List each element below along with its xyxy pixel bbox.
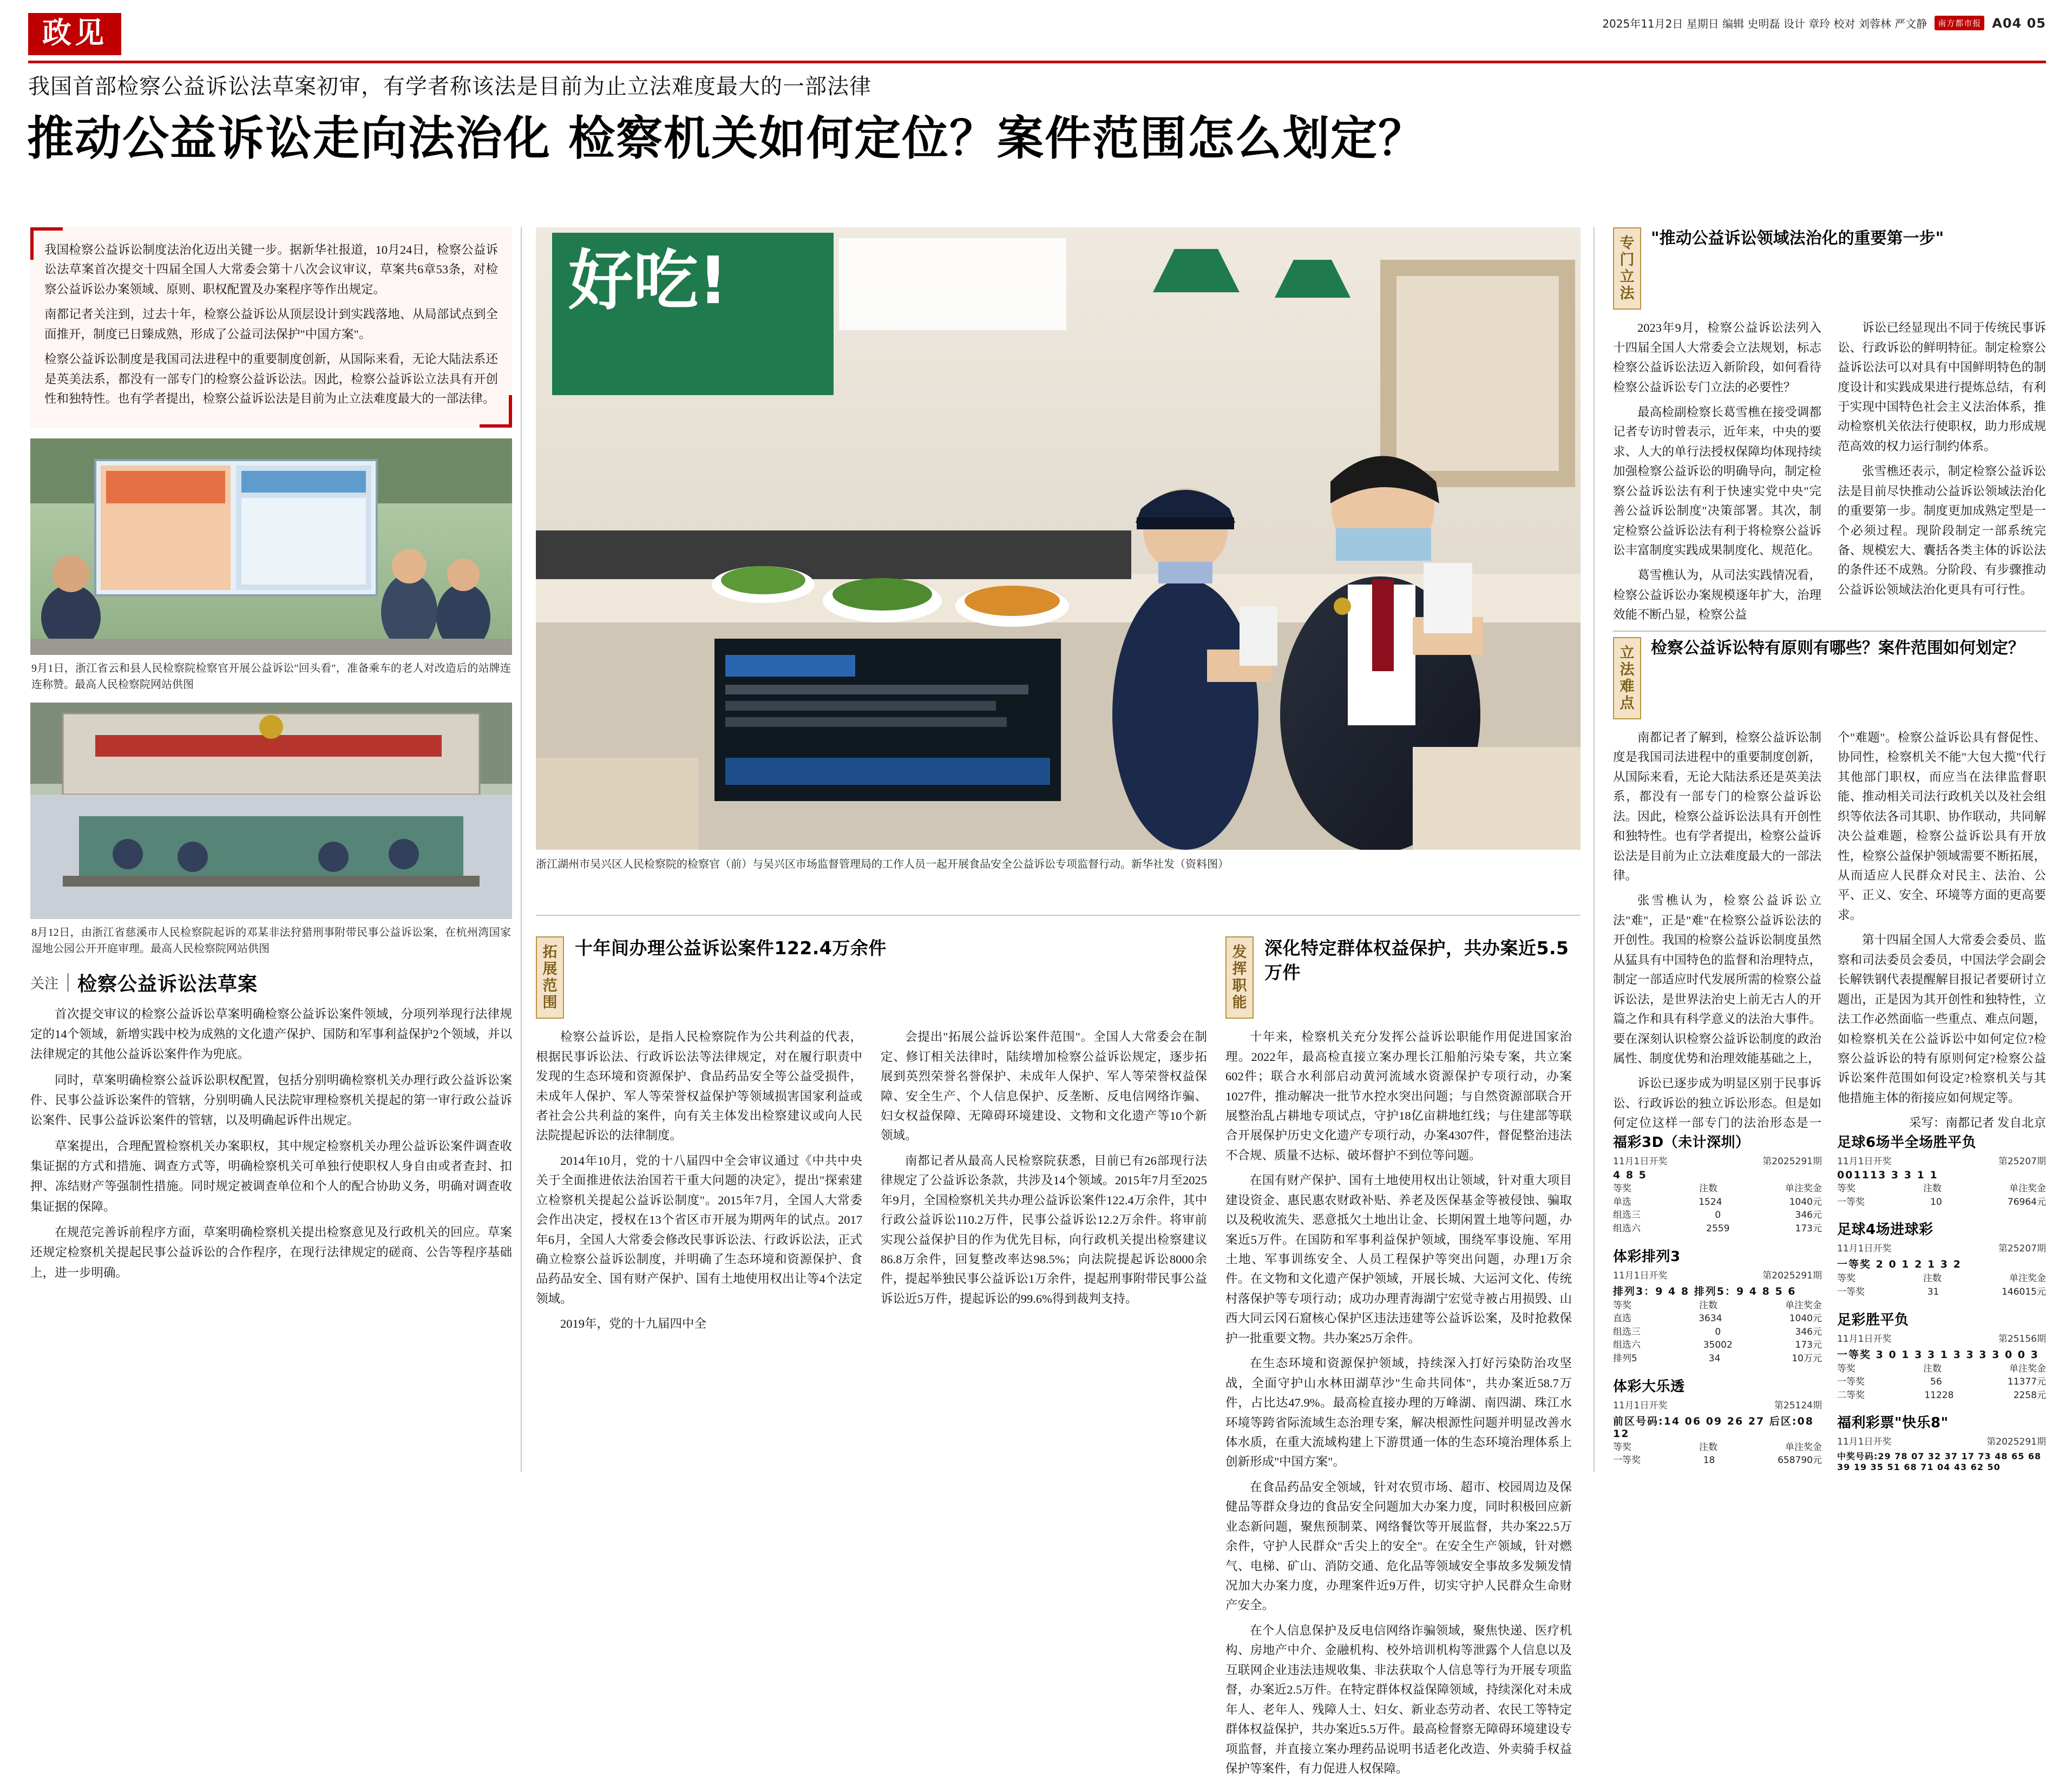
lottery-cell: 35002 xyxy=(1703,1340,1733,1351)
lottery-cell: 组选三 xyxy=(1613,1326,1641,1337)
lottery-col-head: 等奖 xyxy=(1837,1273,1855,1284)
mid-divider xyxy=(536,915,1581,916)
lottery-cell: 1524 xyxy=(1699,1196,1722,1208)
lottery-block xyxy=(1613,1375,1822,1467)
photo-left-1-caption: 9月1日，浙江省云和县人民检察院检察官开展公益诉讼"回头看"，准备乘车的老人对改造后的站牌连连称赞。最高人民检察院网站供图 xyxy=(31,662,511,691)
right-1-para: 诉讼已经显现出不同于传统民事诉讼、行政诉讼的鲜明特征。制定检察公益诉讼法可以对具有中国鲜明特色的制度设计和实践成果进行提炼总结，有利于实现中国特色社会主义法治体系，推动检察机关依法行使职权，助力形成规范高效的权力运行制约体系。 xyxy=(1838,321,2046,453)
right-2-para: 第十四届全国人大常委会委员、监察和司法委员会委员，中国法学会副会长解铁钢代表提醒解目报记者要研讨立题出，正是因为其开创性和独特性，立法工作必然面临一些重点、难点问题，如检察机关在公益诉讼中如何定位?检察公益诉讼的特有原则何定?检察公益诉讼案件范围如何设定?检察机关与其他措施主体的衔接应如何规定等。 xyxy=(1838,933,2046,1105)
story-1-para: 南都记者从最高人民检察院获悉，目前已有26部现行法律规定了公益诉讼条款，共涉及14个领域。2015年7月至2025年9月，全国检察机关共办理公益诉讼案件122.4万余件，其中行政公益诉讼110.2万件，民事公益诉讼12.2万余件。将审前实现公益保护目的作为优先目标，向行政机关提出检察建议86.8万余件，回复整改率达98.5%；向法院提起诉讼8000余件，提起举独民事公益诉讼1万余件，提起刑事附带民事公益诉讼近5万件，提起诉讼的99.6%得到裁判支持。 xyxy=(881,1153,1207,1306)
lottery-col-head: 等奖 xyxy=(1837,1363,1855,1374)
lottery-numbers: 前区号码:14 06 09 26 27 后区:08 12 xyxy=(1613,1415,1814,1440)
right-story-1-headline: "推动公益诉讼领域法治化的重要第一步" xyxy=(1651,229,1944,248)
lottery-date: 11月1日开奖 xyxy=(1613,1270,1668,1281)
lottery-cell: 2559 xyxy=(1706,1223,1730,1234)
lottery-cell: 173元 xyxy=(1795,1340,1822,1351)
page-number: A04 05 xyxy=(1992,15,2046,31)
lottery-date: 11月1日开奖 xyxy=(1613,1156,1668,1167)
lottery-numbers: 4 8 5 xyxy=(1613,1169,1647,1181)
photo-main-caption: 浙江湖州市吴兴区人民检察院的检察官（前）与吴兴区市场监督管理局的工作人员一起开展食品安全公益诉讼专项监督行动。新华社发（资料图） xyxy=(536,858,1229,870)
lottery-results xyxy=(1613,1131,2046,1482)
lottery-numbers: 一等奖 3 0 1 3 3 1 3 3 3 3 0 0 3 xyxy=(1837,1348,2039,1361)
lottery-title: 足彩胜平负 xyxy=(1837,1311,1909,1328)
lottery-block xyxy=(1837,1218,2046,1298)
lottery-cell: 一等奖 xyxy=(1837,1376,1865,1388)
newspaper-tag: 南方都市报 xyxy=(1935,16,1984,30)
lottery-cell: 18 xyxy=(1703,1455,1715,1466)
lottery-numbers: 一等奖 2 0 1 2 1 3 2 xyxy=(1837,1258,1962,1271)
right-2-para: 诉讼已逐步成为明显区别于民事诉讼、行政诉讼的独立诉讼形态。但是如何定位这样一部专门的法治形态是一个"难题"。检察公益诉讼具有督促性、协同性，检察机关不能"大包大揽"代行其他部门职权，而应当在法律监督职能、推动相关司法行政机关以及社会组织等依法各司其职、协作联动，共同解决公益难题，检察公益诉讼具有开放性，检察公益保护领域需要不断拓展，从而适应人民群众对民主、法治、公平、正义、安全、环境等方面的更高要求。 xyxy=(1613,730,2046,1130)
lottery-cell: 0 xyxy=(1715,1326,1721,1337)
lead-para: 南都记者关注到，过去十年，检察公益诉讼从顶层设计到实践落地、从局部试点到全面推开，制度已日臻成熟，形成了公益司法保护"中国方案"。 xyxy=(44,307,498,341)
lottery-col-head: 单注奖金 xyxy=(1785,1441,1822,1453)
lottery-block xyxy=(1837,1309,2046,1402)
svg-text:好吃!: 好吃! xyxy=(568,244,728,319)
lottery-cell: 11228 xyxy=(1924,1389,1954,1401)
lottery-cell: 173元 xyxy=(1795,1223,1822,1234)
lottery-cell: 一等奖 xyxy=(1837,1286,1865,1297)
section-logo: 政见 xyxy=(28,13,121,55)
lottery-col-head: 注数 xyxy=(1699,1300,1717,1311)
lottery-cell: 1040元 xyxy=(1789,1196,1822,1208)
lead-para: 检察公益诉讼制度是我国司法进程中的重要制度创新，从国际来看，无论大陆法系还是英美法系，都没有一部专门的检察公益诉讼法。因此，检察公益诉讼立法具有开创性和独特性。也有学者提出，检察公益诉讼法是目前为止立法难度最大的一部法律。 xyxy=(44,352,498,406)
lottery-col-head: 注数 xyxy=(1923,1363,1942,1374)
lottery-date: 11月1日开奖 xyxy=(1837,1156,1892,1167)
lottery-block xyxy=(1837,1412,2046,1472)
lottery-title: 福彩3D（未计深圳） xyxy=(1613,1134,1750,1151)
lottery-issue: 第2025291期 xyxy=(1986,1437,2046,1448)
mid-section xyxy=(536,936,1581,1784)
masthead-meta xyxy=(1602,15,2046,31)
lottery-issue: 第25207期 xyxy=(1998,1243,2046,1255)
right-2-para: 张雪樵认为，检察公益诉讼立法"难"，正是"难"在检察公益诉讼法的开创性。我国的检察公益诉讼制度虽然从猛具有中国特色的监督和治理特点，制定一部适应时代发展所需的检察公益诉讼法，是世界法治史上前无古人的开篇之作和具有科学意义的法治大事件。要在深刻认识检察公益诉讼制度的政治属性、制度优势和治理效能基础之上， xyxy=(1613,894,1821,1065)
right-1-para: 张雪樵还表示，制定检察公益诉讼法是目前尽快推动公益诉讼领域法治化的重要第一步。制度更加成熟定型是一个必须过程。现阶段制定一部系统完备、规模宏大、囊括各类主体的诉讼法的条件还不成熟。分阶段、有步骤推动公益诉讼领域法治化更具有可行性。 xyxy=(1838,464,2046,596)
lottery-col-head: 单注奖金 xyxy=(1785,1183,1822,1194)
focus-body xyxy=(30,1004,512,1283)
lottery-col-head: 等奖 xyxy=(1613,1441,1631,1453)
lottery-cell: 31 xyxy=(1927,1286,1939,1297)
lottery-cell: 34 xyxy=(1708,1353,1721,1365)
right-story-2-head xyxy=(1613,637,2046,719)
lottery-cell: 一等奖 xyxy=(1837,1196,1865,1208)
right-2-para: 采写：南都记者 发自北京 xyxy=(1909,1116,2046,1130)
lottery-cell: 组选六 xyxy=(1613,1223,1641,1234)
photo-left-2-caption: 8月12日，由浙江省慈溪市人民检察院起诉的邓某非法狩猎刑事附带民事公益诉讼案，在杭州湾国家湿地公园公开开庭审理。最高人民检察院网站供图 xyxy=(31,926,511,955)
lead-para: 我国检察公益诉讼制度法治化迈出关键一步。据新华社报道，10月24日，检察公益诉讼法草案首次提交十四届全国人大常委会第十八次会议审议，草案共6章53条，对检察公益诉讼办案领域、原则、职权配置及办案程序等作出规定。 xyxy=(44,243,498,296)
lottery-cell: 658790元 xyxy=(1778,1455,1822,1466)
right-1-para: 2023年9月，检察公益诉讼法列入十四届全国人大常委会立法规划，标志检察公益诉讼法迈入新阶段，如何看待检察公益诉讼专门立法的必要性？ xyxy=(1613,321,1821,394)
focus-para: 同时，草案明确检察公益诉讼职权配置，包括分别明确检察机关办理行政公益诉讼案件、民事公益诉讼案件的管辖，分别明确人民法院审理检察机关提起的第一审行政公益诉讼案件、民事公益诉讼案件的管辖，以及明确起诉件出规定。 xyxy=(30,1073,512,1127)
story-2-headline: 深化特定群体权益保护，共办案近5.5万件 xyxy=(1264,937,1569,983)
lottery-cell: 3634 xyxy=(1699,1313,1722,1324)
right-story-1-head xyxy=(1613,227,2046,310)
lottery-cell: 346元 xyxy=(1795,1326,1822,1337)
main-headline: 推动公益诉讼走向法治化 检察机关如何定位？案件范围怎么划定？ xyxy=(27,112,1426,166)
lottery-block xyxy=(1613,1245,1822,1366)
corner-mark-br xyxy=(480,395,512,428)
lottery-cell: 10万元 xyxy=(1792,1353,1822,1365)
focus-para: 首次提交审议的检察公益诉讼草案明确检察公益诉讼案件领域，分项列举现行法律规定的14个领域，新增实践中校为成熟的文化遗产保护、国防和军事利益保护2个领域，并以法律规定的其他公益诉讼案件作为兜底。 xyxy=(30,1007,512,1061)
story-1-para: 会提出"拓展公益诉讼案件范围"。全国人大常委会在制定、修订相关法律时，陆续增加检察公益诉讼规定，逐步拓展到英烈荣誉名誉保护、未成年人保护、军人等荣誉权益保障、安全生产、个人信息保护、反垄断、反电信网络诈骗、妇女权益保障、无障碍环境建设、文物和文化遗产等10个新领域。 xyxy=(881,1030,1207,1143)
photo-main-image xyxy=(536,227,1581,850)
lottery-issue: 第2025291期 xyxy=(1762,1156,1822,1167)
lottery-cell: 56 xyxy=(1930,1376,1942,1388)
lottery-col-head: 等奖 xyxy=(1613,1183,1631,1194)
lottery-issue: 第25207期 xyxy=(1998,1156,2046,1167)
story-1-headline: 十年间办理公益诉讼案件122.4万余件 xyxy=(575,937,887,959)
lottery-numbers: 中奖号码:29 78 07 32 37 17 73 48 65 68 39 19 35 51 68 71 04 43 62 50 xyxy=(1837,1451,2042,1473)
left-column xyxy=(30,227,512,1288)
lottery-col-head: 注数 xyxy=(1699,1183,1717,1194)
lottery-cell: 76964元 xyxy=(2007,1196,2046,1208)
lottery-cell: 146015元 xyxy=(2002,1286,2046,1297)
lottery-cell: 直选 xyxy=(1613,1313,1631,1324)
focus-para: 草案提出，合理配置检察机关办案职权，其中规定检察机关办理公益诉讼案件调查收集证据的方式和措施、调查方式等，明确检察机关可单独行使职权人身自由或者查封、扣押、冻结财产等强制性措施。同时规定被调查单位和个人的配合协助义务，明确对调查收集证据的保障。 xyxy=(30,1139,512,1214)
lottery-cell: 1040元 xyxy=(1789,1313,1822,1324)
story-2-body xyxy=(1225,1027,1572,1779)
lottery-title: 体彩排列3 xyxy=(1613,1248,1681,1265)
lottery-block xyxy=(1613,1131,1822,1236)
story-2-para: 在国有财产保护、国有土地使用权出让领域，针对重大项目建设资金、惠民惠农财政补贴、养老及医保基金等被侵蚀、骗取以及税收流失、恶意抵欠土地出让金、长期闲置土地等问题，办案近5万件。在国防和军事利益保护领域，围绕军事设施、军用土地、军事训练安全、人员工程保护等突出问题，办理1万余件。在文物和文化遗产保护领域，开展长城、大运河文化、传统村落保护等专项行动；成功办理青海湖宁宏觉寺被占用损毁、山西大同云冈石窟核心保护区违法违建等公益诉讼案，及时抢救保护一批重要文物。共办案25万余件。 xyxy=(1225,1173,1572,1345)
lottery-title: 福利彩票"快乐8" xyxy=(1837,1415,1949,1432)
story-2-para: 在食品药品安全领域，针对农贸市场、超市、校园周边及保健品等群众身边的食品安全问题加大办案力度，同时积极回应新业态新问题，聚焦预制菜、网络餐饮等开展监督，共办案22.5万余件，守护人民群众"舌尖上的安全"。在安全生产领域，针对燃气、电梯、矿山、消防交通、危化品等领域安全事故多发频发情况加大办案力度，办理案件近9万件，切实守护人民群众生命财产安全。 xyxy=(1225,1480,1572,1612)
focus-kicker: 关注 xyxy=(30,975,59,992)
lottery-cell: 组选三 xyxy=(1613,1210,1641,1221)
lottery-issue: 第25124期 xyxy=(1774,1400,1822,1411)
lottery-cell: 11377元 xyxy=(2007,1376,2046,1388)
lottery-date: 11月1日开奖 xyxy=(1837,1437,1892,1448)
right-column xyxy=(1613,227,2046,1136)
story-tag-legislation: 专门立法 xyxy=(1613,227,1641,310)
right-story-1-body xyxy=(1613,318,2046,625)
shoulder-headline: 我国首部检察公益诉讼法草案初审，有学者称该法是目前为止立法难度最大的一部法律 xyxy=(28,74,871,99)
lottery-cell: 346元 xyxy=(1795,1210,1822,1221)
lottery-cell: 单选 xyxy=(1613,1196,1631,1208)
lead-box xyxy=(30,227,512,428)
lottery-numbers: 排列3：9 4 8 排列5：9 4 8 5 6 xyxy=(1613,1285,1796,1297)
story-1-body xyxy=(536,1027,1207,1334)
lottery-col-head: 注数 xyxy=(1923,1183,1942,1194)
masthead-credits: 2025年11月2日 星期日 编辑 史明磊 设计 章玲 校对 刘蓉林 严文静 xyxy=(1602,17,1927,30)
lottery-date: 11月1日开奖 xyxy=(1837,1333,1892,1344)
lottery-issue: 第25156期 xyxy=(1998,1333,2046,1344)
focus-title: 检察公益诉讼法草案 xyxy=(77,973,258,995)
lottery-col-head: 单注奖金 xyxy=(1785,1300,1822,1311)
lottery-title: 足球4场进球彩 xyxy=(1837,1222,1933,1238)
focus-divider xyxy=(67,973,69,992)
lottery-cell: 0 xyxy=(1715,1210,1721,1221)
lottery-cell: 2258元 xyxy=(2013,1389,2046,1401)
right-story-2-headline: 检察公益诉讼特有原则有哪些？案件范围如何划定？ xyxy=(1651,638,2024,658)
lottery-cell: 组选六 xyxy=(1613,1340,1641,1351)
lottery-cell: 二等奖 xyxy=(1837,1389,1865,1401)
lottery-cell: 排列5 xyxy=(1613,1353,1637,1365)
right-2-para: 南都记者了解到，检察公益诉讼制度是我国司法进程中的重要制度创新，从国际来看，无论大陆法系还是英美法系，都没有一部专门的检察公益诉讼法。因此，检察公益诉讼法具有开创性和独特性。也有学者提出，检察公益诉讼法是目前为止立法难度最大的一部法律。 xyxy=(1613,730,1821,882)
lottery-col-head: 等奖 xyxy=(1837,1183,1855,1194)
lottery-col-head: 注数 xyxy=(1923,1273,1942,1284)
masthead xyxy=(28,11,2046,63)
right-1-para: 最高检副检察长葛雪樵在接受调都记者专访时曾表示，近年来，中央的要求、人大的单行法授权保障均体现持续加强检察公益诉讼的明确导向，制定检察公益诉讼法有利于快速实党中央"完善公益诉讼制度"决策部署。其次，制定检察公益诉讼法有利于将检察公益诉讼丰富制度实践成果制度化、规范化。 xyxy=(1613,405,1821,557)
lottery-col-head: 注数 xyxy=(1699,1441,1717,1453)
corner-mark-tl xyxy=(30,227,63,260)
lottery-col-left xyxy=(1613,1131,1822,1482)
story-2-para: 在个人信息保护及反电信网络诈骗领域，聚焦快递、医疗机构、房地产中介、金融机构、校外培训机构等泄露个人信息以及互联网企业违法违规收集、非法获取个人信息等行为开展专项监督，办案近2.5万件。在特定群体权益保障领域，持续深化对未成年人、老年人、残障人士、妇女、新业态劳动者、农民工等特定群体权益保护，共办案近5.5万件。最高检督察无障碍环境建设专项监督，并直接立案办理药品说明书适老化改造、外卖骑手权益保护等案件，有力促进人权保障。 xyxy=(1225,1623,1572,1775)
right-story-2-body xyxy=(1613,728,2046,1136)
story-1-para: 2019年，党的十九届四中全 xyxy=(560,1317,707,1331)
right-divider xyxy=(1613,631,2046,632)
photo-main xyxy=(536,227,1581,850)
column-divider-2 xyxy=(1594,227,1595,1472)
lottery-block xyxy=(1837,1131,2046,1209)
mid-story-2 xyxy=(1225,936,1572,1784)
story-2-para: 十年来，检察机关充分发挥公益诉讼职能作用促进国家治理。2022年，最高检直接立案办理长江船舶污染专案，共立案602件；联合水利部启动黄河流域水资源保护专项行动，办案1027件，推动解决一批节水控水突出问题；与自然资源部联合开展整治乱占耕地专项试点，守护18亿亩耕地红线；与住建部等联合开展保护历史文化遗产专项行动，办案4307件，督促整治违法不合规、质量不达标、破坏督护不到位等问题。 xyxy=(1225,1030,1572,1162)
mid-story-1 xyxy=(536,936,1207,1784)
lottery-cell: 10 xyxy=(1930,1196,1942,1208)
story-tag-expand: 拓展范围 xyxy=(536,936,564,1019)
column-divider-1 xyxy=(521,227,522,1472)
lottery-numbers: 001113 3 3 1 1 xyxy=(1837,1169,1938,1181)
lottery-date: 11月1日开奖 xyxy=(1613,1400,1668,1411)
lottery-col-head: 等奖 xyxy=(1613,1300,1631,1311)
lottery-col-head: 单注奖金 xyxy=(2009,1273,2046,1284)
photo-left-1-image xyxy=(30,438,512,655)
lottery-col-head: 单注奖金 xyxy=(2009,1363,2046,1374)
lottery-date: 11月1日开奖 xyxy=(1837,1243,1892,1255)
lottery-cell: 一等奖 xyxy=(1613,1455,1641,1466)
focus-heading xyxy=(30,969,512,996)
story-1-para: 2014年10月，党的十八届四中全会审议通过《中共中央关于全面推进依法治国若干重大问题的决定》，提出"探索建立检察机关提起公益诉讼制度"。2015年7月，全国人大常委会作出决定，授权在13个省区市开展为期两年的试点。2017年6月，全国人大常委会修改民事诉讼法、行政诉讼法，正式确立检察公益诉讼制度，并明确了生态环境和资源保护、食品药品安全、国有财产保护、国有土地使用权出让等4个法定领域。 xyxy=(536,1153,862,1306)
photo-left-1 xyxy=(30,438,512,693)
lottery-col-right xyxy=(1837,1131,2046,1482)
photo-left-2-image xyxy=(30,703,512,919)
lottery-title: 足球6场半全场胜平负 xyxy=(1837,1134,1977,1151)
photo-left-2 xyxy=(30,703,512,957)
story-2-para: 在生态环境和资源保护领域，持续深入打好污染防治攻坚战，全面守护山水林田湖草沙"生命共同体"，共办案近58.7万件，占比达47.9%。最高检直接办理的万峰湖、南四湖、珠江水环境等跨省际流域生态治理专案，解决根源性问题并明显改善水体水质，在重大流域构建上下游贯通一体的生态环境治理体系上创新形成"中国方案"。 xyxy=(1225,1356,1572,1469)
story-1-para: 检察公益诉讼，是指人民检察院作为公共利益的代表，根据民事诉讼法、行政诉讼法等法律规定，对在履行职责中发现的生态环境和资源保护、食品药品安全等公益受损件，未成年人保护、军人等荣誉权益保护等领域损害国家利益或者社会公共利益的案件，向有关主体发出检察建议或向人民法院提起诉讼的法律制度。 xyxy=(536,1030,862,1143)
right-1-para: 葛雪樵认为，从司法实践情况看，检察公益诉讼办案规模逐年扩大，治理效能不断凸显，检察公益 xyxy=(1613,568,1821,622)
story-tag-difficulty: 立法难点 xyxy=(1613,637,1641,719)
lottery-col-head: 单注奖金 xyxy=(2009,1183,2046,1194)
story-tag-function: 发挥职能 xyxy=(1225,936,1254,1019)
lottery-title: 体彩大乐透 xyxy=(1613,1378,1685,1395)
lottery-issue: 第2025291期 xyxy=(1762,1270,1822,1281)
focus-para: 在规范完善诉前程序方面，草案明确检察机关提出检察意见及行政机关的回应。草案还规定检察机关提起民事公益诉讼的合作程序，在现行法律规定的磋商、公告等程序基础上，进一步明确。 xyxy=(30,1225,512,1280)
